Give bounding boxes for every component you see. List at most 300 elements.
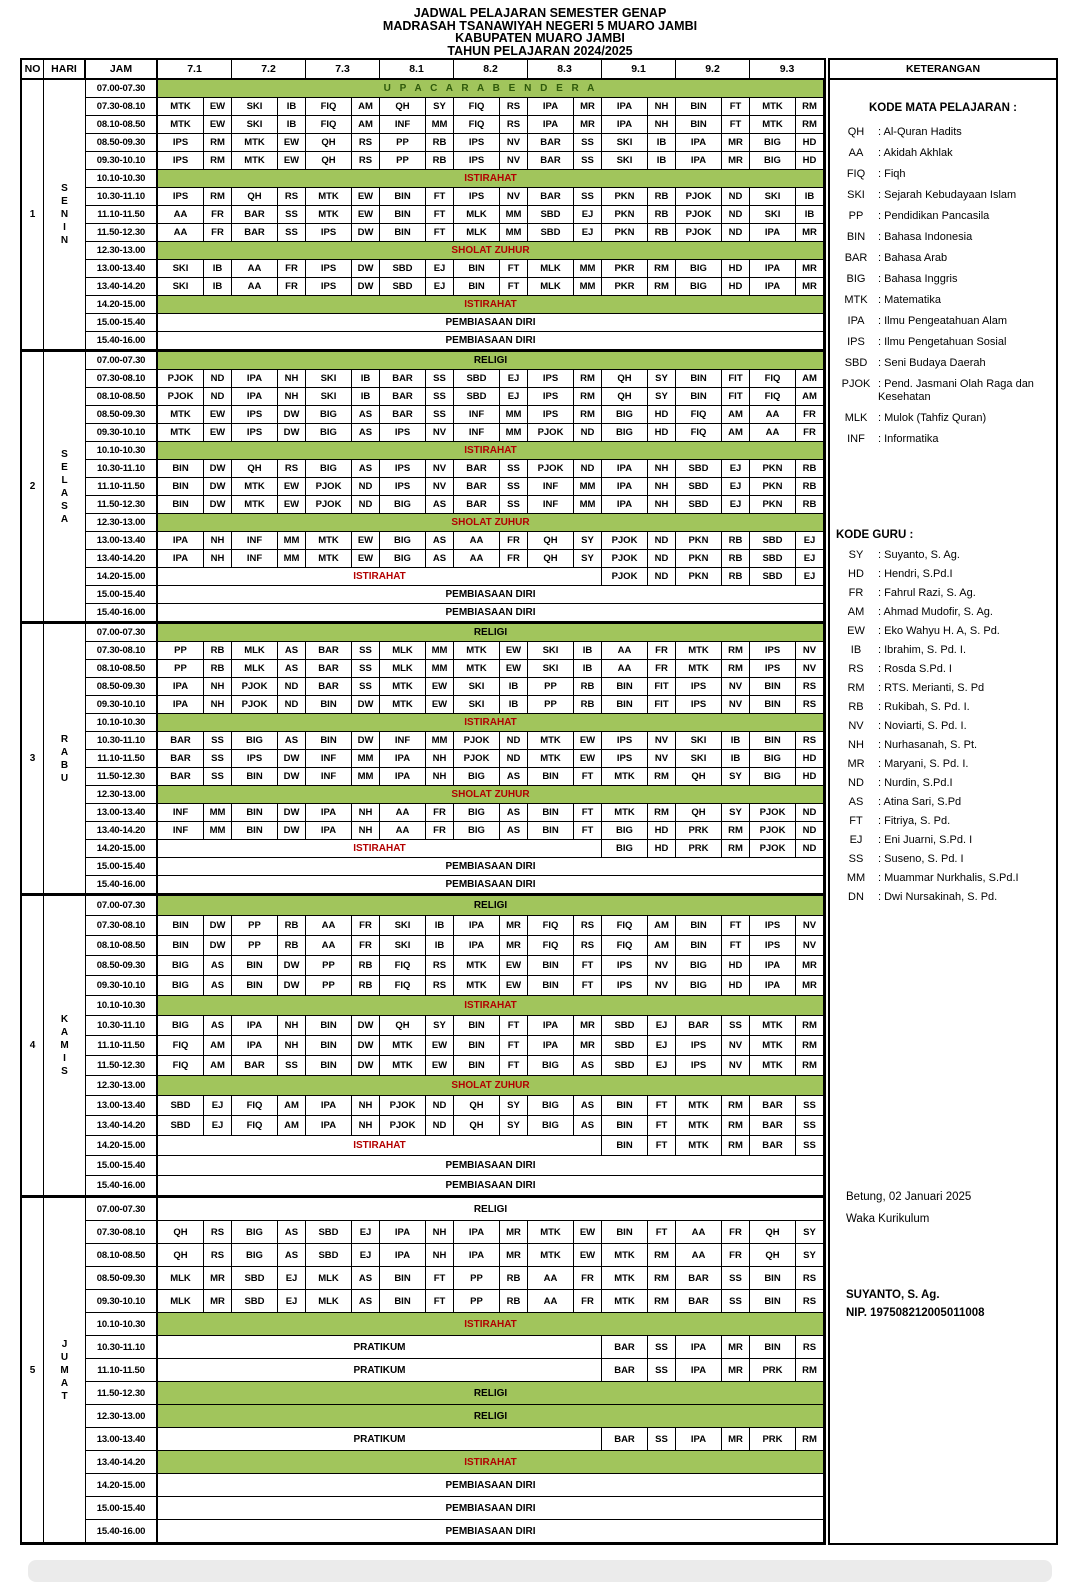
subject-cell: AA xyxy=(602,642,648,660)
teacher-cell: SS xyxy=(426,406,454,424)
subject-cell: PJOK xyxy=(380,1096,426,1116)
teacher-cell: ND xyxy=(796,840,824,858)
teacher-cell: RB xyxy=(426,152,454,170)
teacher-cell: AS xyxy=(574,1116,602,1136)
subject-cell: BAR xyxy=(676,1290,722,1313)
subject-cell: AA xyxy=(676,1221,722,1244)
teacher-legend-code: RM xyxy=(847,682,865,694)
subject-cell: FIQ xyxy=(306,98,352,116)
teacher-cell: MR xyxy=(796,976,824,996)
time-cell: 08.50-09.30 xyxy=(86,1267,158,1290)
subject-cell: BIG xyxy=(454,768,500,786)
banner-cell: PEMBIASAAN DIRI xyxy=(158,1176,824,1196)
teacher-cell: EJ xyxy=(574,206,602,224)
teacher-cell: ND xyxy=(796,804,824,822)
teacher-cell: IB xyxy=(796,188,824,206)
teacher-cell: RS xyxy=(796,1336,824,1359)
teacher-legend-item xyxy=(836,587,1050,600)
subject-cell: PP xyxy=(380,152,426,170)
subject-legend-code: AA xyxy=(848,147,864,159)
subject-cell: BIG xyxy=(232,732,278,750)
teacher-legend-name: : Suyanto, S. Ag. xyxy=(878,549,960,561)
subject-cell: AA xyxy=(232,278,278,296)
subject-cell: MTK xyxy=(676,1116,722,1136)
teacher-cell: AM xyxy=(796,388,824,406)
subject-cell: PJOK xyxy=(380,1116,426,1136)
signature-block xyxy=(846,1190,985,1320)
teacher-legend-item xyxy=(836,872,1050,885)
time-cell: 10.10-10.30 xyxy=(86,170,158,188)
teacher-cell: FT xyxy=(574,976,602,996)
teacher-cell: EJ xyxy=(648,1056,676,1076)
teacher-cell: MR xyxy=(204,1267,232,1290)
subject-cell: BIN xyxy=(676,116,722,134)
subject-cell: IPS xyxy=(602,976,648,996)
teacher-legend-code: ND xyxy=(848,777,864,789)
teacher-cell: MR xyxy=(722,1336,750,1359)
subject-cell: IPS xyxy=(158,134,204,152)
subject-cell: PJOK xyxy=(676,206,722,224)
teacher-cell: ND xyxy=(648,550,676,568)
teacher-cell: EW xyxy=(426,1036,454,1056)
teacher-cell: ND xyxy=(426,1096,454,1116)
teacher-cell: HD xyxy=(796,768,824,786)
time-cell: 10.30-11.10 xyxy=(86,1336,158,1359)
time-cell: 15.00-15.40 xyxy=(86,586,158,604)
time-cell: 10.10-10.30 xyxy=(86,442,158,460)
subject-cell: INF xyxy=(306,750,352,768)
subject-cell: PJOK xyxy=(602,568,648,586)
teacher-cell: EW xyxy=(352,188,380,206)
teacher-legend-name: : Ahmad Mudofir, S. Ag. xyxy=(878,606,993,618)
banner-cell: ISTIRAHAT xyxy=(158,1313,824,1336)
teacher-cell: DW xyxy=(352,1016,380,1036)
time-cell: 07.30-08.10 xyxy=(86,370,158,388)
day-label: J U M A T xyxy=(44,1198,86,1543)
teacher-cell: IB xyxy=(574,660,602,678)
subject-cell: BIN xyxy=(528,822,574,840)
subject-cell: MTK xyxy=(528,750,574,768)
subject-cell: SKI xyxy=(602,134,648,152)
teacher-cell: FR xyxy=(574,1290,602,1313)
subject-cell: QH xyxy=(232,188,278,206)
banner-cell: ISTIRAHAT xyxy=(158,296,824,314)
subject-cell: IPA xyxy=(158,532,204,550)
teacher-cell: AM xyxy=(352,116,380,134)
teacher-legend-code: NV xyxy=(848,720,864,732)
teacher-cell: SS xyxy=(574,152,602,170)
teacher-cell: NV xyxy=(500,152,528,170)
teacher-cell: DW xyxy=(352,696,380,714)
teacher-legend-code: FR xyxy=(848,587,864,599)
time-cell: 11.50-12.30 xyxy=(86,1056,158,1076)
subject-cell: MLK xyxy=(380,660,426,678)
subject-cell: BIG xyxy=(380,496,426,514)
subject-legend-code: MTK xyxy=(844,294,868,306)
teacher-cell: MR xyxy=(722,1428,750,1451)
teacher-cell: FR xyxy=(648,660,676,678)
subject-cell: QH xyxy=(158,1221,204,1244)
teacher-cell: NV xyxy=(426,460,454,478)
teacher-cell: SY xyxy=(796,1221,824,1244)
subject-cell: QH xyxy=(380,1016,426,1036)
subject-cell: BIN xyxy=(306,732,352,750)
teacher-cell: RS xyxy=(574,936,602,956)
teacher-cell: SS xyxy=(796,1136,824,1156)
teacher-cell: NH xyxy=(426,750,454,768)
teacher-cell: EW xyxy=(204,406,232,424)
teacher-cell: NV xyxy=(648,750,676,768)
teacher-cell: FT xyxy=(648,1116,676,1136)
subject-cell: PJOK xyxy=(306,496,352,514)
subject-cell: BIN xyxy=(454,1016,500,1036)
subject-cell: IPS xyxy=(306,224,352,242)
subject-cell: FIQ xyxy=(306,116,352,134)
subject-cell: BIG xyxy=(232,1244,278,1267)
teacher-cell: FT xyxy=(648,1096,676,1116)
teacher-cell: EJ xyxy=(204,1116,232,1136)
teacher-cell: EJ xyxy=(426,260,454,278)
subject-cell: BAR xyxy=(750,1096,796,1116)
subject-cell: IPS xyxy=(528,370,574,388)
teacher-cell: EW xyxy=(204,424,232,442)
teacher-cell: EJ xyxy=(500,388,528,406)
subject-legend-code: PJOK xyxy=(841,378,871,390)
subject-cell: BAR xyxy=(602,1359,648,1382)
teacher-cell: FR xyxy=(796,424,824,442)
teacher-cell: RB xyxy=(278,916,306,936)
teacher-legend-item xyxy=(836,606,1050,619)
subject-cell: PKN xyxy=(676,568,722,586)
teacher-cell: MR xyxy=(574,1016,602,1036)
banner-cell: ISTIRAHAT xyxy=(158,714,824,732)
subject-cell: IPS xyxy=(306,260,352,278)
subject-cell: BIN xyxy=(306,1036,352,1056)
subject-cell: IPA xyxy=(380,768,426,786)
subject-cell: FIQ xyxy=(750,388,796,406)
teacher-cell: RM xyxy=(722,840,750,858)
teacher-legend-name: : Suseno, S. Pd. I xyxy=(878,853,964,865)
subject-cell: MTK xyxy=(306,188,352,206)
teacher-cell: RM xyxy=(648,1267,676,1290)
subject-legend-code: IPS xyxy=(847,336,865,348)
teacher-cell: EJ xyxy=(426,278,454,296)
subject-cell: MTK xyxy=(380,678,426,696)
subject-cell: PJOK xyxy=(676,224,722,242)
teacher-cell: AS xyxy=(426,550,454,568)
teacher-cell: DW xyxy=(278,822,306,840)
teacher-cell: RM xyxy=(574,388,602,406)
banner-cell: ISTIRAHAT xyxy=(158,840,602,858)
time-cell: 13.40-14.20 xyxy=(86,822,158,840)
teacher-cell: RS xyxy=(796,1290,824,1313)
teacher-legend-code: AM xyxy=(847,606,865,618)
title-line-4: TAHUN PELAJARAN 2024/2025 xyxy=(447,43,633,58)
teacher-cell: AS xyxy=(278,642,306,660)
banner-cell: SHOLAT ZUHUR xyxy=(158,514,824,532)
subject-cell: IPA xyxy=(232,370,278,388)
subject-cell: BAR xyxy=(306,660,352,678)
teacher-cell: EJ xyxy=(648,1036,676,1056)
subject-cell: MTK xyxy=(750,116,796,134)
subject-cell: PJOK xyxy=(232,678,278,696)
subject-cell: BIG xyxy=(306,406,352,424)
teacher-cell: AS xyxy=(204,1016,232,1036)
teacher-cell: MR xyxy=(500,916,528,936)
teacher-cell: EW xyxy=(426,678,454,696)
subject-cell: BIN xyxy=(676,388,722,406)
subject-cell: SBD xyxy=(750,568,796,586)
subject-cell: QH xyxy=(232,460,278,478)
subject-cell: BAR xyxy=(528,134,574,152)
subject-cell: MLK xyxy=(454,206,500,224)
banner-cell: PEMBIASAAN DIRI xyxy=(158,604,824,622)
teacher-cell: SY xyxy=(648,388,676,406)
teacher-cell: DW xyxy=(278,804,306,822)
teacher-cell: MR xyxy=(574,1036,602,1056)
subject-cell: BIN xyxy=(158,460,204,478)
teacher-cell: EW xyxy=(500,976,528,996)
time-cell: 08.10-08.50 xyxy=(86,936,158,956)
subject-cell: MTK xyxy=(602,1290,648,1313)
teacher-cell: RM xyxy=(204,134,232,152)
teacher-cell: FR xyxy=(500,550,528,568)
subject-cell: PJOK xyxy=(454,750,500,768)
subject-cell: BAR xyxy=(380,370,426,388)
subject-cell: QH xyxy=(306,134,352,152)
day-label: K A M I S xyxy=(44,896,86,1196)
teacher-cell: FR xyxy=(352,936,380,956)
teacher-cell: DW xyxy=(352,732,380,750)
subject-cell: IPA xyxy=(676,1336,722,1359)
subject-cell: IPA xyxy=(602,98,648,116)
teacher-cell: MM xyxy=(352,768,380,786)
subject-cell: AA xyxy=(602,660,648,678)
teacher-cell: HD xyxy=(648,840,676,858)
subject-cell: MTK xyxy=(158,424,204,442)
banner-cell: PRATIKUM xyxy=(158,1428,602,1451)
teacher-cell: SS xyxy=(500,478,528,496)
subject-cell: IPS xyxy=(750,660,796,678)
subject-cell: MLK xyxy=(306,1267,352,1290)
teacher-legend-item xyxy=(836,891,1050,904)
subject-cell: SKI xyxy=(750,188,796,206)
signature-place-date: Betung, 02 Januari 2025 xyxy=(846,1191,972,1203)
time-cell: 10.30-11.10 xyxy=(86,1016,158,1036)
subject-cell: BIN xyxy=(602,678,648,696)
teacher-cell: NV xyxy=(722,678,750,696)
subject-cell: PRK xyxy=(750,1428,796,1451)
subject-cell: AA xyxy=(676,1244,722,1267)
subject-cell: MTK xyxy=(232,152,278,170)
subject-cell: BIG xyxy=(454,804,500,822)
teacher-cell: RS xyxy=(796,678,824,696)
subject-cell: BIN xyxy=(750,678,796,696)
subject-cell: BAR xyxy=(306,678,352,696)
teacher-legend-name: : Eni Juarni, S.Pd. I xyxy=(878,834,973,846)
subject-cell: BIN xyxy=(602,1116,648,1136)
subject-cell: SBD xyxy=(454,388,500,406)
teacher-cell: MR xyxy=(722,134,750,152)
subject-cell: MTK xyxy=(306,532,352,550)
teacher-cell: RB xyxy=(722,532,750,550)
subject-cell: IPA xyxy=(158,550,204,568)
subject-cell: PKN xyxy=(676,532,722,550)
subject-legend-code: BIN xyxy=(846,231,866,243)
teacher-cell: IB xyxy=(426,916,454,936)
time-cell: 10.30-11.10 xyxy=(86,460,158,478)
banner-cell: ISTIRAHAT xyxy=(158,568,602,586)
subject-cell: BIN xyxy=(602,1096,648,1116)
time-cell: 12.30-13.00 xyxy=(86,1076,158,1096)
teacher-cell: SS xyxy=(722,1016,750,1036)
subject-cell: SKI xyxy=(306,370,352,388)
subject-cell: AA xyxy=(380,822,426,840)
subject-cell: BIG xyxy=(750,768,796,786)
teacher-cell: NV xyxy=(426,478,454,496)
teacher-cell: IB xyxy=(204,278,232,296)
teacher-cell: RM xyxy=(796,1428,824,1451)
subject-cell: BAR xyxy=(454,496,500,514)
subject-cell: AA xyxy=(528,1290,574,1313)
teacher-cell: RM xyxy=(574,406,602,424)
time-cell: 10.10-10.30 xyxy=(86,1313,158,1336)
teachers-title: KODE GURU : xyxy=(836,529,914,541)
subject-cell: SBD xyxy=(306,1244,352,1267)
teacher-cell: NV xyxy=(796,642,824,660)
teacher-legend-code: MR xyxy=(847,758,865,770)
banner-cell: PEMBIASAAN DIRI xyxy=(158,1474,824,1497)
time-cell: 08.50-09.30 xyxy=(86,678,158,696)
subject-cell: BAR xyxy=(528,188,574,206)
teacher-cell: SS xyxy=(426,388,454,406)
teacher-cell: FT xyxy=(722,936,750,956)
subject-cell: IPA xyxy=(454,936,500,956)
subject-cell: BIN xyxy=(602,696,648,714)
subject-cell: FIQ xyxy=(232,1116,278,1136)
teacher-cell: HD xyxy=(796,152,824,170)
subject-cell: MTK xyxy=(454,642,500,660)
teacher-cell: FR xyxy=(426,822,454,840)
teacher-cell: MR xyxy=(500,1244,528,1267)
teacher-cell: MM xyxy=(204,822,232,840)
subject-cell: BIN xyxy=(750,1267,796,1290)
teacher-legend-name: : Fahrul Razi, S. Ag. xyxy=(878,587,976,599)
teacher-cell: IB xyxy=(204,260,232,278)
teacher-cell: EJ xyxy=(352,1221,380,1244)
subject-cell: IPA xyxy=(306,1116,352,1136)
subject-cell: IPA xyxy=(676,152,722,170)
subject-cell: FIQ xyxy=(676,424,722,442)
subject-legend-name: : Al-Quran Hadits xyxy=(878,126,962,138)
teacher-cell: RM xyxy=(796,1359,824,1382)
teacher-cell: EJ xyxy=(278,1267,306,1290)
subject-cell: IPA xyxy=(750,224,796,242)
teacher-cell: FT xyxy=(722,98,750,116)
teacher-cell: MM xyxy=(426,116,454,134)
teacher-cell: SS xyxy=(278,224,306,242)
teacher-cell: FT xyxy=(722,116,750,134)
teacher-cell: DW xyxy=(278,976,306,996)
teacher-cell: FT xyxy=(500,1016,528,1036)
subject-cell: BIN xyxy=(306,696,352,714)
teacher-cell: SS xyxy=(278,1056,306,1076)
subject-cell: IPS xyxy=(158,188,204,206)
subject-cell: IPA xyxy=(158,696,204,714)
teacher-cell: DW xyxy=(278,424,306,442)
teacher-cell: SS xyxy=(574,134,602,152)
subject-cell: BIN xyxy=(454,260,500,278)
teacher-cell: MM xyxy=(352,750,380,768)
time-cell: 09.30-10.10 xyxy=(86,1290,158,1313)
subject-cell: MTK xyxy=(750,1016,796,1036)
subject-cell: BIG xyxy=(602,840,648,858)
teacher-cell: NH xyxy=(278,388,306,406)
teacher-cell: AS xyxy=(352,424,380,442)
teacher-legend-item xyxy=(836,815,1050,828)
teacher-cell: RB xyxy=(500,1267,528,1290)
subject-cell: QH xyxy=(602,388,648,406)
time-cell: 08.10-08.50 xyxy=(86,388,158,406)
teacher-cell: SY xyxy=(574,532,602,550)
time-cell: 13.00-13.40 xyxy=(86,804,158,822)
teacher-cell: IB xyxy=(722,750,750,768)
subject-legend-code: SKI xyxy=(847,189,865,201)
banner-cell: SHOLAT ZUHUR xyxy=(158,242,824,260)
subject-cell: AA xyxy=(454,550,500,568)
subject-cell: IPS xyxy=(380,478,426,496)
bottom-scrollbar[interactable] xyxy=(28,1560,1052,1582)
subject-cell: IPA xyxy=(602,116,648,134)
subject-cell: INF xyxy=(158,804,204,822)
subject-cell: BIN xyxy=(158,478,204,496)
teacher-cell: ND xyxy=(352,478,380,496)
teacher-cell: RM xyxy=(648,768,676,786)
subject-cell: MLK xyxy=(158,1267,204,1290)
subject-cell: IPS xyxy=(528,406,574,424)
subject-cell: INF xyxy=(232,532,278,550)
subject-cell: BIN xyxy=(380,1267,426,1290)
banner-cell: RELIGI xyxy=(158,352,824,370)
teacher-cell: FT xyxy=(426,1267,454,1290)
subject-cell: SBD xyxy=(750,532,796,550)
banner-cell: ISTIRAHAT xyxy=(158,442,824,460)
title-line-1: JADWAL PELAJARAN SEMESTER GENAP xyxy=(413,6,667,20)
teacher-cell: FT xyxy=(500,260,528,278)
teacher-legend-code: FT xyxy=(849,815,863,827)
teacher-cell: EJ xyxy=(796,568,824,586)
banner-cell: PEMBIASAAN DIRI xyxy=(158,1156,824,1176)
col-header-class-7.1: 7.1 xyxy=(158,60,232,78)
time-cell: 10.10-10.30 xyxy=(86,996,158,1016)
teacher-cell: RB xyxy=(204,642,232,660)
subject-cell: SBD xyxy=(232,1290,278,1313)
teacher-cell: DW xyxy=(278,406,306,424)
teacher-cell: FT xyxy=(722,916,750,936)
teacher-cell: SS xyxy=(648,1336,676,1359)
teacher-cell: FT xyxy=(500,278,528,296)
subject-cell: BIG xyxy=(676,956,722,976)
subject-legend-name: : Pend. Jasmani Olah Raga dan Kesehatan xyxy=(878,378,1034,403)
day-block-jumat xyxy=(22,1196,824,1543)
subject-cell: BIN xyxy=(454,1056,500,1076)
teachers-list xyxy=(836,549,1050,904)
time-cell: 13.00-13.40 xyxy=(86,260,158,278)
teacher-cell: FIT xyxy=(722,388,750,406)
subject-cell: IPA xyxy=(528,116,574,134)
teacher-cell: ND xyxy=(500,750,528,768)
subject-cell: PP xyxy=(454,1267,500,1290)
